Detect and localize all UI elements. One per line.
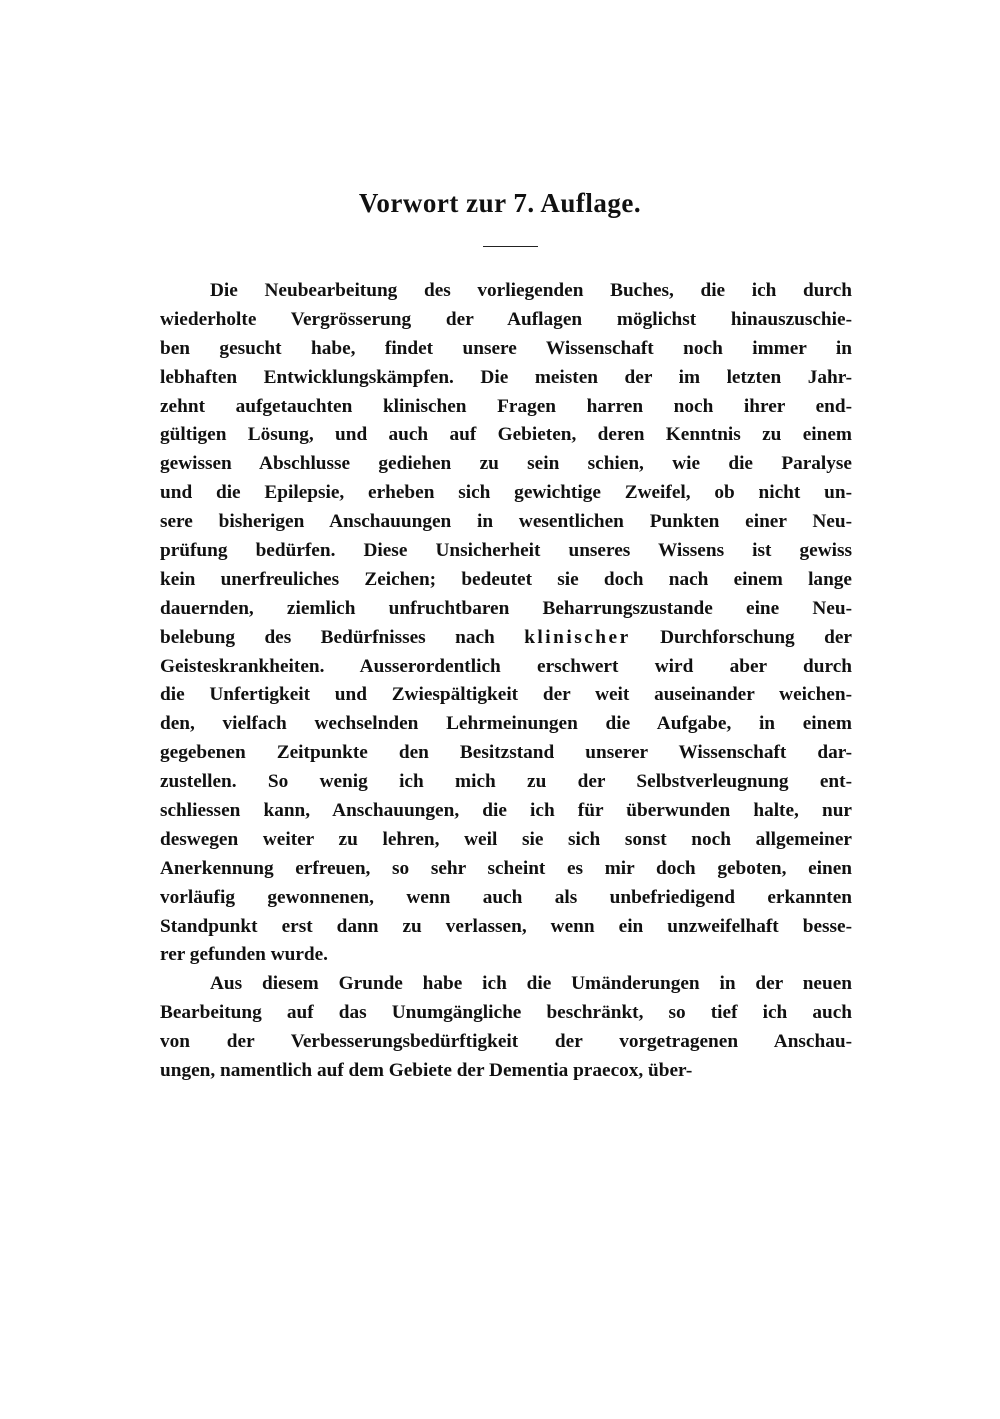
- text-line: belebung des Bedürfnisses nach klinischer Durchforschung der: [160, 626, 852, 648]
- text-line: den, vielfach wechselnden Lehrmeinungen die Aufgabe, in einem: [160, 713, 852, 735]
- text-line: wiederholte Vergrösserung der Auflagen möglichst hinauszuschie-: [160, 308, 852, 330]
- text-line: schliessen kann, Anschauungen, die ich für überwunden halte, nur: [160, 800, 852, 822]
- text-line: rer gefunden wurde.: [160, 944, 328, 966]
- text-line: lebhaften Entwicklungskämpfen. Die meisten der im letzten Jahr-: [160, 366, 852, 388]
- text-line: kein unerfreuliches Zeichen; bedeutet sie doch nach einem lange: [160, 568, 852, 590]
- text-line: von der Verbesserungsbedürftigkeit der vorgetragenen Anschau-: [160, 1031, 852, 1053]
- text-line: Standpunkt erst dann zu verlassen, wenn ein unzweifelhaft besse-: [160, 915, 852, 937]
- emphasized-word: klinischer: [524, 626, 631, 648]
- text-line: prüfung bedürfen. Diese Unsicherheit unseres Wissens ist gewiss: [160, 540, 852, 562]
- text-line: gültigen Lösung, und auch auf Gebieten, deren Kenntnis zu einem: [160, 424, 852, 446]
- text-line: gewissen Abschlusse gediehen zu sein schien, wie die Paralyse: [160, 453, 852, 475]
- text-line: zehnt aufgetauchten klinischen Fragen harren noch ihrer end-: [160, 395, 852, 417]
- text-line: Aus diesem Grunde habe ich die Umänderungen in der neuen: [210, 973, 852, 995]
- text-line: Bearbeitung auf das Unumgängliche beschränkt, so tief ich auch: [160, 1002, 852, 1024]
- text-line: Geisteskrankheiten. Ausserordentlich erschwert wird aber durch: [160, 655, 852, 677]
- text-line: deswegen weiter zu lehren, weil sie sich sonst noch allgemeiner: [160, 828, 852, 850]
- text-line: Anerkennung erfreuen, so sehr scheint es mir doch geboten, einen: [160, 857, 852, 879]
- body-text: [160, 277, 852, 1086]
- page-title: Vorwort zur 7. Auflage.: [358, 188, 642, 218]
- text-line: die Unfertigkeit und Zwiespältigkeit der weit auseinander weichen-: [160, 684, 852, 706]
- text-line: und die Epilepsie, erheben sich gewichtige Zweifel, ob nicht un-: [160, 482, 852, 504]
- text-line: zustellen. So wenig ich mich zu der Selbstverleugnung ent-: [160, 771, 852, 793]
- text-line: sere bisherigen Anschauungen in wesentlichen Punkten einer Neu-: [160, 511, 852, 533]
- text-line: Die Neubearbeitung des vorliegenden Buches, die ich durch: [210, 280, 852, 301]
- text-line: dauernden, ziemlich unfruchtbaren Beharrungszustande eine Neu-: [160, 597, 852, 619]
- text-line: ungen, namentlich auf dem Gebiete der Dementia praecox, über-: [160, 1060, 693, 1082]
- text-line: gegebenen Zeitpunkte den Besitzstand unserer Wissenschaft dar-: [160, 742, 852, 764]
- text-line: vorläufig gewonnenen, wenn auch als unbefriedigend erkannten: [160, 886, 852, 908]
- text-line: ben gesucht habe, findet unsere Wissenschaft noch immer in: [160, 337, 852, 359]
- title-divider: [483, 246, 538, 247]
